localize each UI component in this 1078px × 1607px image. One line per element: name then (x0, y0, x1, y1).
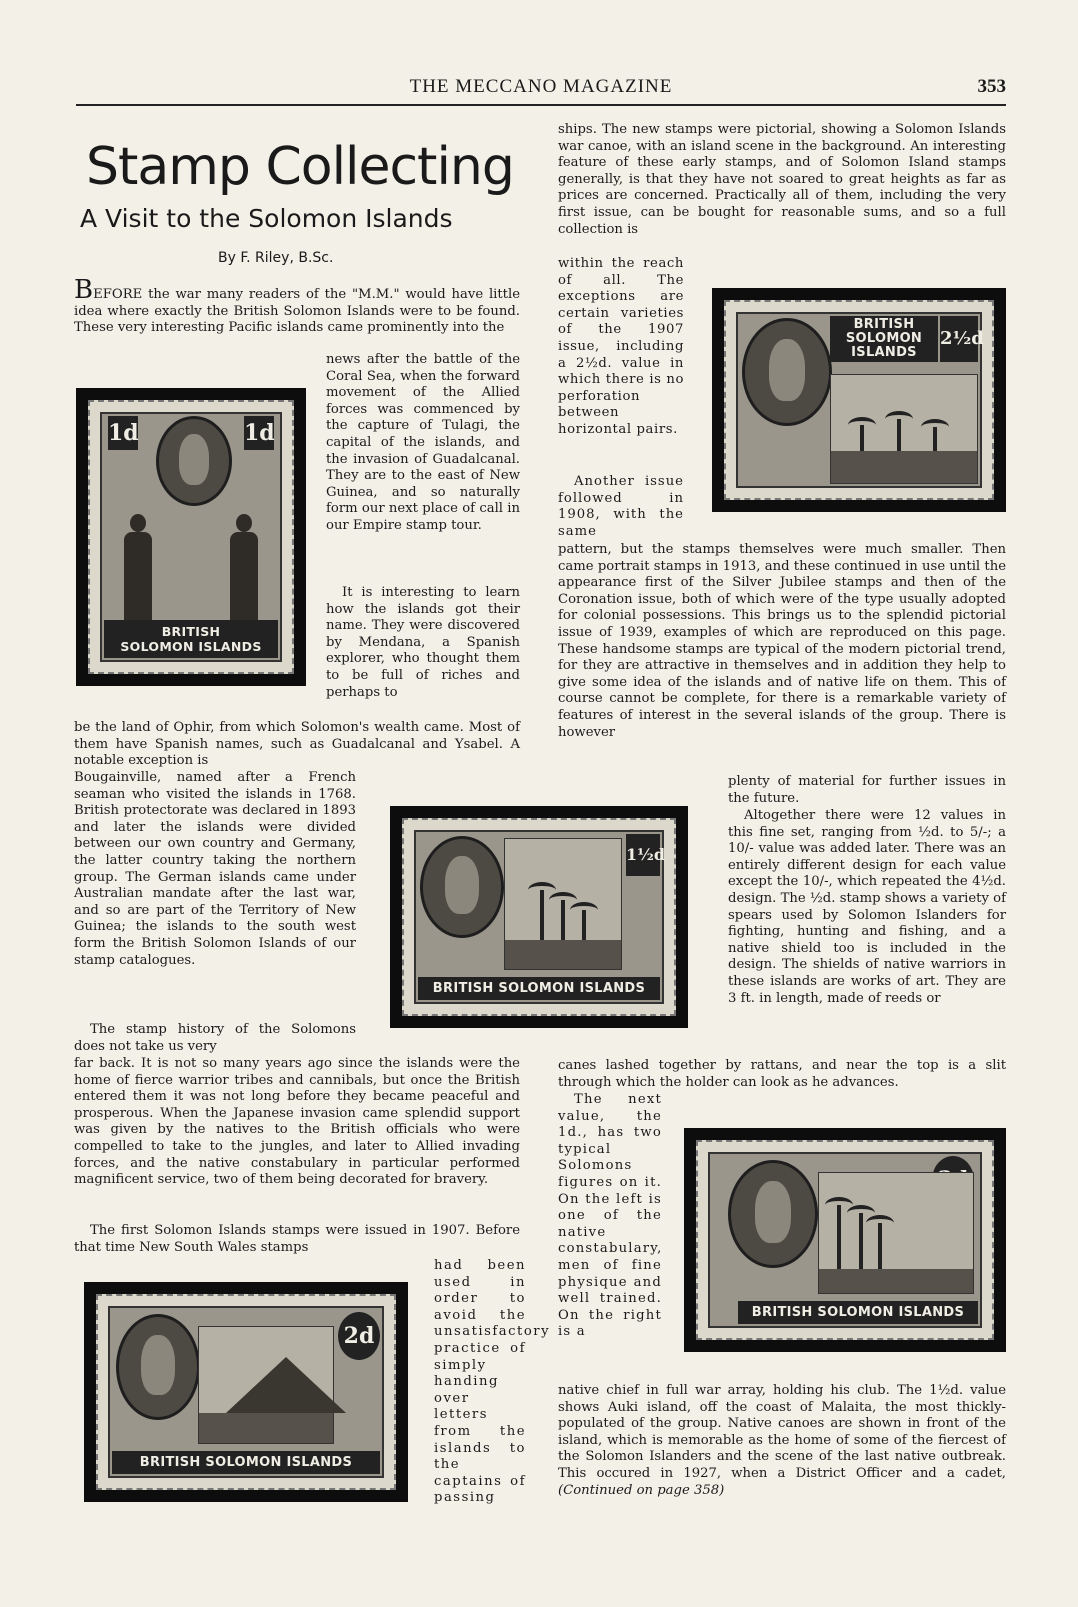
stamp-2-5d-inner (724, 300, 994, 500)
col1-beside-stamp-1d-p2 (326, 585, 520, 719)
article-title: Stamp Collecting (86, 137, 514, 197)
palm-tree-icon (859, 1213, 863, 1269)
scene-land (819, 1269, 973, 1293)
col1-beside-stamp-p2: It is interesting to learn how the islands got their name. They were discovered by Mendana, a Spanish explorer, who thought them to be full of riches and perhaps to (326, 585, 520, 700)
auki-island-scene-icon (504, 838, 622, 970)
palm-tree-icon (540, 890, 544, 940)
col2-narrow (558, 256, 684, 474)
stamp-2-5d-denomination: 2½d (940, 316, 978, 362)
col1-narrow-p2-text: The stamp history of the Solomons does not take us very (74, 1022, 356, 1054)
scene-land (831, 451, 977, 483)
col1-intro (74, 275, 520, 351)
king-portrait-icon (156, 416, 232, 506)
running-header (76, 76, 1006, 106)
continued-note: (Continued on page 358) (558, 1482, 725, 1498)
stamp-2d-caption: BRITISH SOLOMON ISLANDS (112, 1451, 380, 1474)
scene-land (199, 1413, 333, 1443)
col2-beside-mid-stamp-p2 (728, 808, 1006, 1058)
stamp-3d (684, 1128, 1006, 1352)
stamp-1d (76, 388, 306, 686)
stamp-2d-denomination: 2d (338, 1312, 380, 1360)
stamp-1d-caption-line1: BRITISH (161, 624, 221, 639)
article-byline: By F. Riley, B.Sc. (218, 250, 334, 266)
col1-narrow-p2 (74, 1022, 356, 1056)
stamp-1d-caption-line2: SOLOMON ISLANDS (120, 639, 262, 654)
col2-narrow-text: within the reach of all. The exceptions are certain varieties of the 1907 issue, including a 2½d. value in which there is no perforation between horizontal pairs. (558, 256, 684, 437)
stamp-3d-caption: BRITISH SOLOMON ISLANDS (738, 1301, 978, 1324)
col2-narrow-p2 (558, 474, 684, 542)
palm-tree-icon (837, 1205, 841, 1269)
king-portrait-icon (742, 318, 832, 426)
col1-beside-bottom-stamp-text: had been used in order to avoid the unsatisfactory practice of simply handing over letters from the islands to the captains of passing (434, 1258, 551, 1506)
col1-bottom-p2-text: The first Solomon Islands stamps were issued in 1907. Before that time New South Wales stamps (74, 1223, 520, 1255)
col2-beside-mid-stamp-text: plenty of material for further issues in the future. (728, 774, 1006, 806)
stamp-3d-inner (696, 1140, 994, 1340)
war-canoe-scene-icon (830, 374, 978, 484)
col2-top-text: ships. The new stamps were pictorial, showing a Solomon Islands war canoe, with an island scene in the background. An interesting feature of these early stamps, and of Solomon Island stamps generally, is that they have not soared to great heights as far as prices are concerned. Practically all of them, including the very first issue, can be bought for reasonable sums, and so a full collection is (558, 122, 1006, 237)
col2-beside-mid-stamp-p2-text: Altogether there were 12 values in this fine set, ranging from ½d. to 5/-; a 10/- value was added later. There was an entirely different design for each value except the 10/-, which repeated the 4½d. design. The ½d. stamp shows a variety of spears used by Solomon Islanders for fighting, hunting and fishing, and a native shield too is included in the design. The shields of native warriors in these islands are works of art. They are 3 ft. in length, made of reeds or (728, 808, 1006, 1006)
stamp-1-5d-denomination: 1½d (626, 834, 660, 876)
stamp-2-5d-caption-line1: BRITISH (853, 317, 915, 332)
palm-tree-icon (897, 419, 901, 451)
col1-beside-bottom-stamp (434, 1258, 551, 1516)
col2-full-text: pattern, but the stamps themselves were much smaller. Then came portrait stamps in 1913, and these continued in use until the appearance first of the Silver Jubilee stamps and then of the Coronation issue, both of which were of the type usually adopted for colonial possessions. This brings us to the splendid pictorial issue of 1939, examples of which are reproduced on this page. These handsome stamps are typical of the modern pictorial trend, for they are attractive in themselves and in addition they help to give some idea of the islands and of native life on them. This of course cannot be complete, for there is a remarkable variety of features of interest in the several islands of the group. There is however (558, 542, 1006, 740)
col1-intro-text: EFORE the war many readers of the "M.M." would have little idea where exactly the British Solomon Islands were to be found. These very interesting Pacific islands came prominently into the (74, 287, 520, 336)
palm-tree-icon (582, 910, 586, 940)
col2-bottom (558, 1383, 1006, 1501)
coast-scene-icon (818, 1172, 974, 1294)
palm-tree-icon (878, 1223, 882, 1269)
col1-bottom-p2 (74, 1223, 520, 1257)
col2-narrow-bottom-text: The next value, the 1d., has two typical Solomons figures on it. On the left is one of the native constabulary, men of fine physique and well trained. On the right is a (558, 1092, 663, 1340)
col2-after-mid (558, 1058, 1006, 1092)
stamp-1d-caption (104, 620, 278, 658)
col1-narrow-text: Bougainville, named after a French seaman who visited the islands in 1768. British protectorate was declared in 1893 and later the islands were divided between our own country and Germany, the latter country taking the northern group. The German islands came under Australian mandate after the last war, and so are part of the Territory of New Guinea; the islands to the south west form the British Solomon Islands of our stamp catalogues. (74, 770, 356, 968)
scene-land (505, 940, 621, 969)
col2-beside-mid-stamp (728, 774, 1006, 808)
stamp-2-5d (712, 288, 1006, 512)
col2-full (558, 542, 1006, 774)
col2-after-mid-text: canes lashed together by rattans, and near the top is a slit through which the holder can look as he advances. (558, 1058, 1006, 1090)
col2-top (558, 122, 1006, 256)
col2-narrow-bottom (558, 1092, 662, 1382)
native-house-scene-icon (198, 1326, 334, 1444)
stamp-2-5d-caption (830, 316, 938, 362)
stamp-1d-inner (88, 400, 294, 674)
palm-tree-icon (860, 425, 864, 451)
constable-figure-icon (124, 532, 152, 624)
stamp-2-5d-caption-line3: ISLANDS (851, 345, 917, 360)
drop-cap: B (74, 275, 94, 305)
stamp-1-5d (390, 806, 688, 1028)
stamp-2d-inner (96, 1294, 396, 1490)
palm-tree-icon (561, 900, 565, 940)
chief-head-icon (236, 514, 252, 532)
figure-head-icon (130, 514, 146, 532)
page-number: 353 (977, 76, 1006, 97)
palm-tree-icon (933, 427, 937, 451)
thatched-roof-icon (226, 1357, 346, 1413)
col1-bottom-text: far back. It is not so many years ago since the islands were the home of fierce warrior tribes and cannibals, but once the British entered them it was not long before they became peaceful and prosperous. When the Japanese invasion came splendid support was given by the natives to the British officials who were compelled to take to the jungles, and later to Allied invading forces, and the native constabulary in particular performed magnificent service, two of them being decorated for bravery. (74, 1056, 520, 1188)
running-title: THE MECCANO MAGAZINE (409, 76, 673, 97)
chief-figure-icon (230, 532, 258, 624)
stamp-1-5d-caption: BRITISH SOLOMON ISLANDS (418, 977, 660, 1000)
king-portrait-icon (116, 1314, 200, 1420)
col1-bottom (74, 1056, 520, 1222)
col1-full-width-text: be the land of Ophir, from which Solomon's wealth came. Most of them have Spanish names, such as Guadalcanal and Ysabel. A notable exception is (74, 720, 520, 769)
col2-bottom-text: native chief in full war array, holding his club. The 1½d. value shows Auki island, off the coast of Malaita, the most thickly-populated of the group. Native canoes are shown in front of the island, which is memorable as the home of some of the fiercest of the Solomon Islanders and the scene of the last native outbreak. This occured in 1927, when a District Officer and a cadet, (558, 1383, 1006, 1481)
stamp-1d-denomination-left: 1d (108, 416, 138, 450)
stamp-2d (84, 1282, 408, 1502)
stamp-1d-denomination-right: 1d (244, 416, 274, 450)
stamp-2-5d-caption-line2: SOLOMON (845, 331, 923, 346)
col1-beside-stamp-p1: news after the battle of the Coral Sea, when the forward movement of the Allied forces was commenced by the capture of Tulagi, the capital of the islands, and the invasion of Guadalcanal. They are to the east of New Guinea, and so naturally form our next place of call in our Empire stamp tour. (326, 352, 520, 533)
king-portrait-icon (728, 1160, 818, 1268)
col2-narrow-p2-text: Another issue followed in 1908, with the same (558, 474, 684, 539)
article-subtitle: A Visit to the Solomon Islands (80, 204, 453, 233)
king-portrait-icon (420, 836, 504, 938)
col1-beside-stamp-1d (326, 352, 520, 584)
col1-full-width (74, 720, 520, 770)
stamp-1-5d-inner (402, 818, 676, 1016)
col1-narrow (74, 770, 356, 1020)
